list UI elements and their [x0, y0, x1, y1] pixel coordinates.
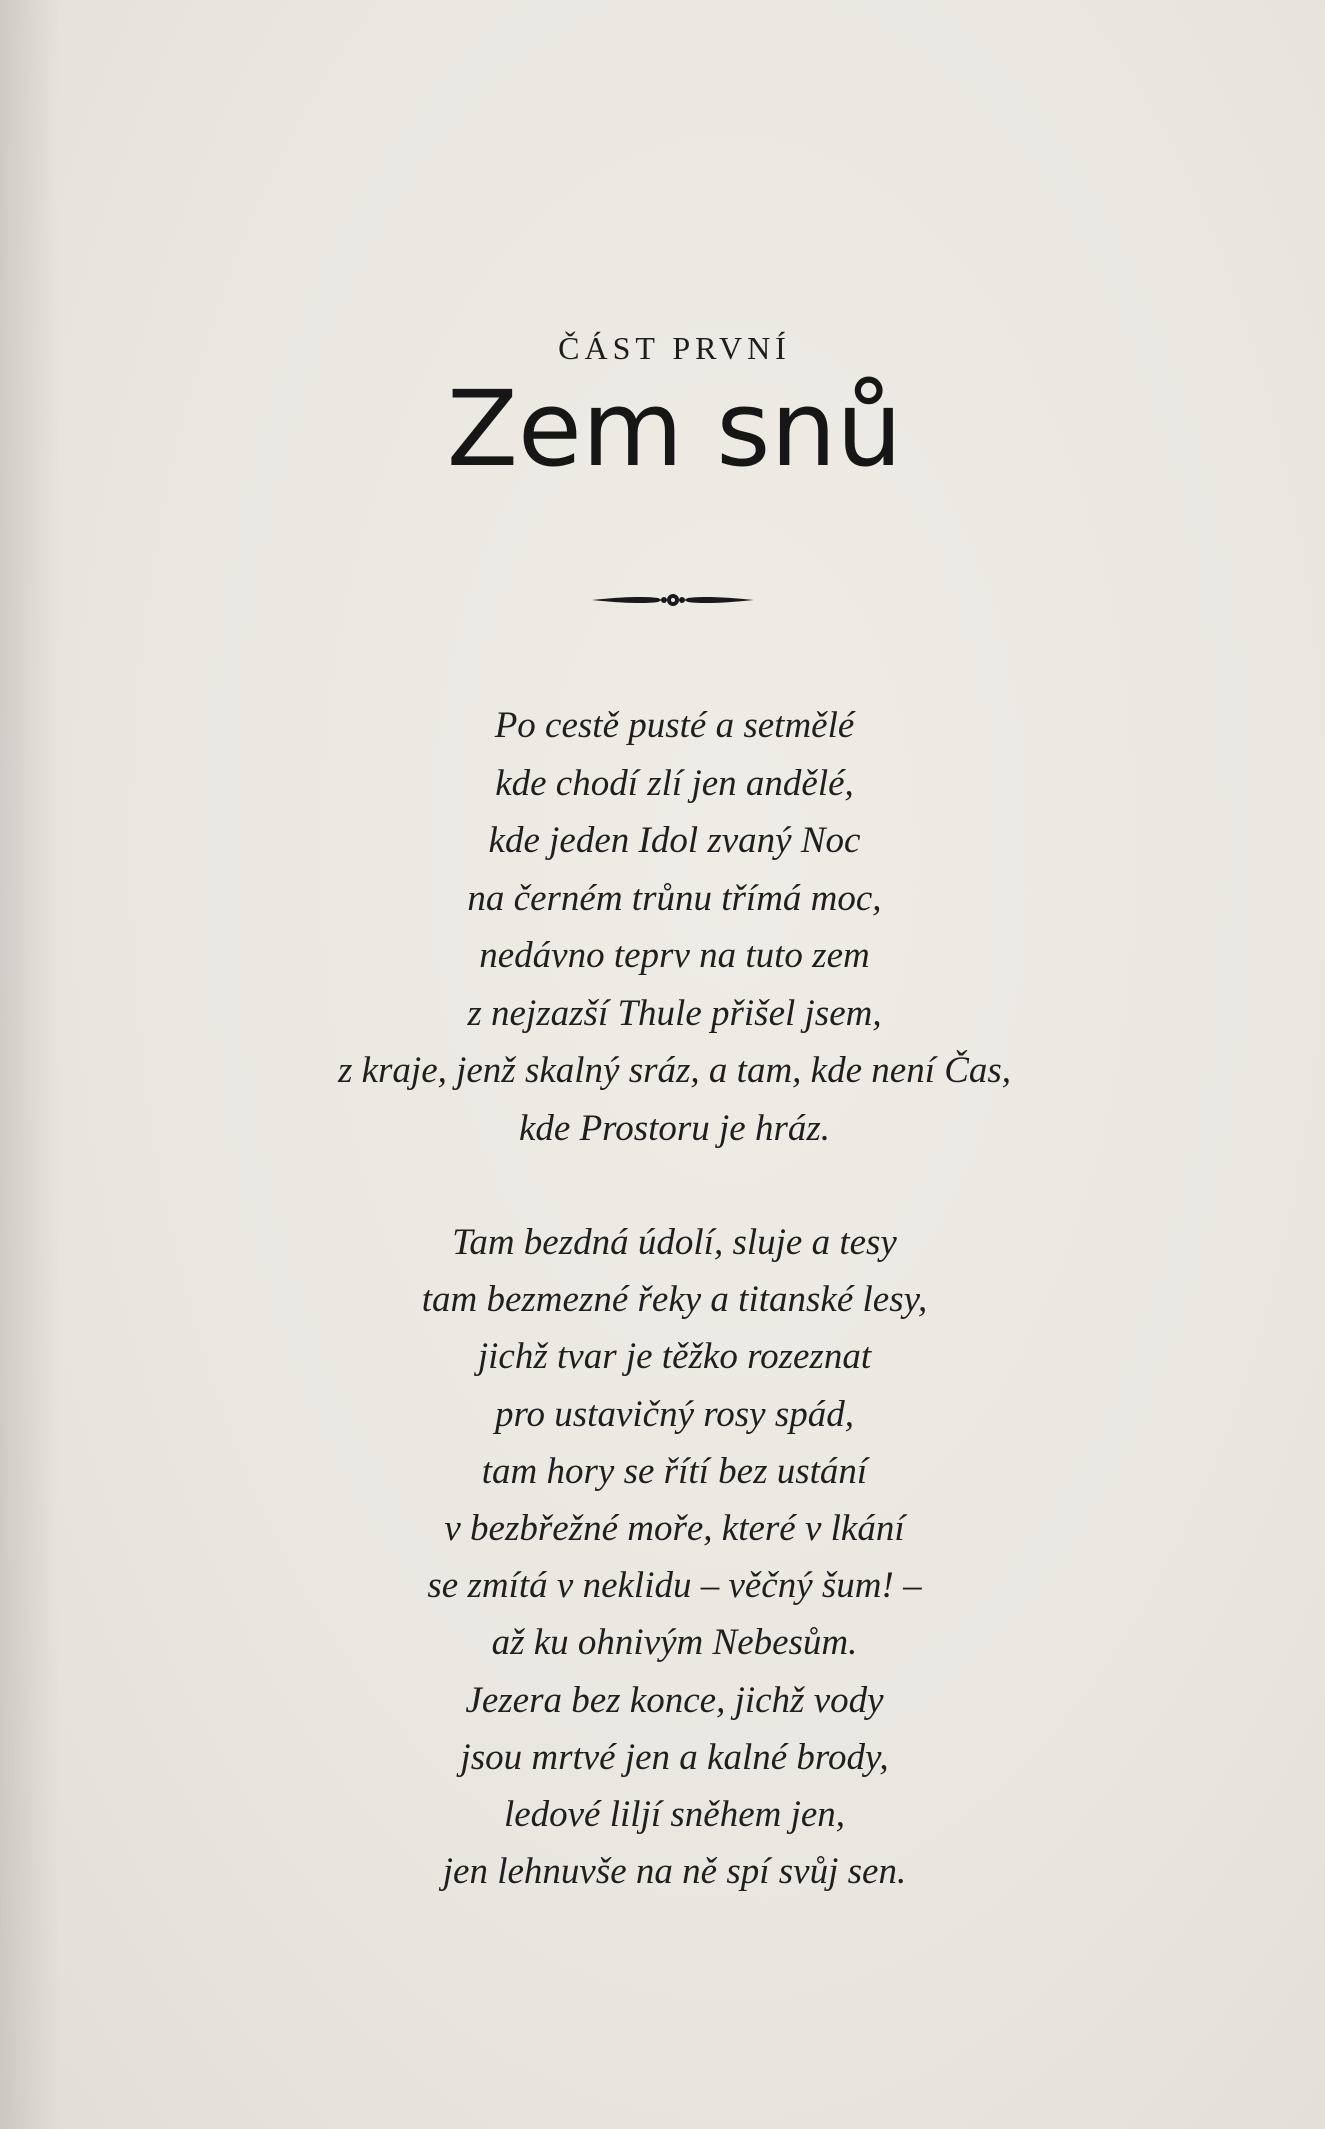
poem-line: jsou mrtvé jen a kalné brody, [460, 1736, 889, 1778]
poem-line: Jezera bez konce, jichž vody [465, 1679, 884, 1721]
poem-stanza-1 [12, 697, 1325, 1157]
poem-line: jichž tvar je těžko rozeznat [477, 1336, 872, 1378]
poem-line: Po cestě pusté a setmělé [494, 705, 855, 746]
poem-line: z kraje, jenž skalný sráz, a tam, kde není Čas, [337, 1050, 1012, 1091]
poem-line: ledové liljí sněhem jen, [503, 1793, 846, 1835]
poem-line: Tam bezdná údolí, sluje a tesy [452, 1222, 897, 1263]
poem-line: pro ustavičný rosy spád, [495, 1393, 854, 1435]
poem-line: z nejzazší Thule přišel jsem, [467, 992, 882, 1034]
part-label: ČÁST PRVNÍ [558, 330, 791, 366]
poem-line: v bezbřežné moře, které v lkání [444, 1507, 905, 1549]
poem-line: kde chodí zlí jen andělé, [495, 762, 854, 804]
poem-line: tam hory se řítí bez ustání [481, 1450, 868, 1492]
poem-line: na černém trůnu třímá moc, [467, 877, 882, 919]
poem-stanza-2 [12, 1214, 1325, 1900]
poem-line: až ku ohnivým Nebesům. [491, 1622, 858, 1664]
poem-line: nedávno teprv na tuto zem [479, 935, 870, 976]
poem-line: jen lehnuvše na ně spí svůj sen. [442, 1851, 907, 1893]
poem-line: kde Prostoru je hráz. [518, 1107, 831, 1149]
chapter-title: Zem snů [446, 368, 903, 490]
poem-line: tam bezmezné řeky a titanské lesy, [421, 1279, 928, 1321]
poem-line: kde jeden Idol zvaný Noc [488, 820, 861, 861]
poem-line: se zmítá v neklidu – věčný šum! – [427, 1565, 922, 1607]
fleuron-divider-icon [590, 588, 756, 612]
